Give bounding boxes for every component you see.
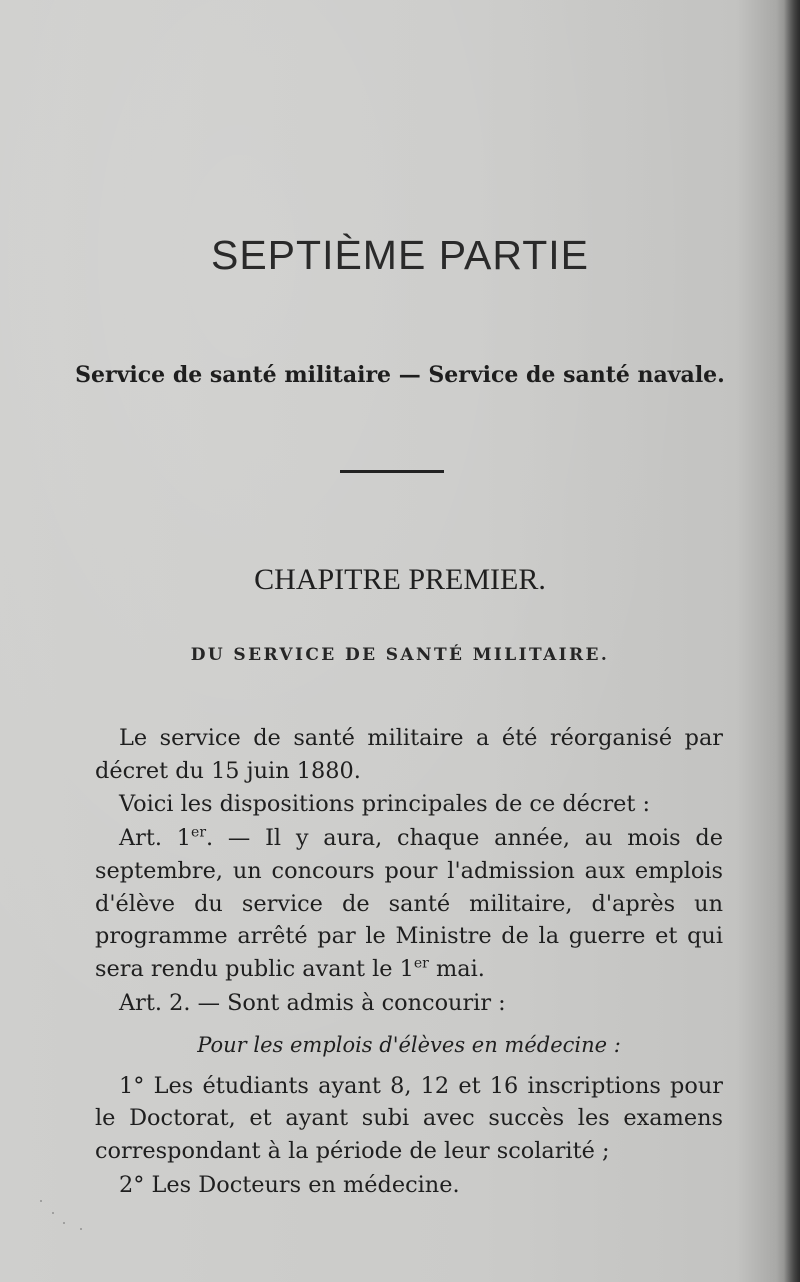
paper-speck <box>80 1228 82 1230</box>
section-title: DU SERVICE DE SANTÉ MILITAIRE. <box>190 645 610 665</box>
date-superscript: er <box>413 955 429 972</box>
article-1-superscript: er <box>191 824 207 841</box>
part-subtitle: Service de santé militaire — Service de santé navale. <box>75 362 725 388</box>
paper-speck <box>52 1212 54 1214</box>
article-1-text: . — Il y aura, chaque année, au mois de septembre, un concours pour l'admission aux emplois d'élève du service de santé militaire, d'après un programme arrêté par le Ministre de la guerre et qui sera rendu public avant le 1 <box>95 825 724 982</box>
page-spine-shadow <box>784 0 800 1282</box>
list-item-2: 2° Les Docteurs en médecine. <box>119 1171 460 1198</box>
paragraph-1: Le service de santé militaire a été réorganisé par décret du 15 juin 1880. <box>95 725 723 784</box>
article-1-label: Art. 1 <box>119 825 192 852</box>
list-item-1: 1° Les étudiants ayant 8, 12 et 16 inscriptions pour le Doctorat, et ayant subi avec succès les examens correspondant à la période de leur scolarité ; <box>95 1072 723 1165</box>
paragraph-article-1 <box>95 822 723 985</box>
article-1-end: mai. <box>428 955 485 982</box>
paper-speck <box>40 1200 42 1202</box>
chapter-title: CHAPITRE PREMIER. <box>254 563 546 596</box>
paragraph-2: Voici les dispositions principales de ce décret : <box>119 791 651 818</box>
paper-speck <box>63 1222 65 1224</box>
paragraph-article-2: Art. 2. — Sont admis à concourir : <box>119 989 506 1016</box>
divider-rule <box>340 470 444 473</box>
body-text <box>95 722 723 1203</box>
part-title: SEPTIÈME PARTIE <box>210 232 589 278</box>
italic-heading: Pour les emplois d'élèves en médecine : <box>197 1033 621 1058</box>
